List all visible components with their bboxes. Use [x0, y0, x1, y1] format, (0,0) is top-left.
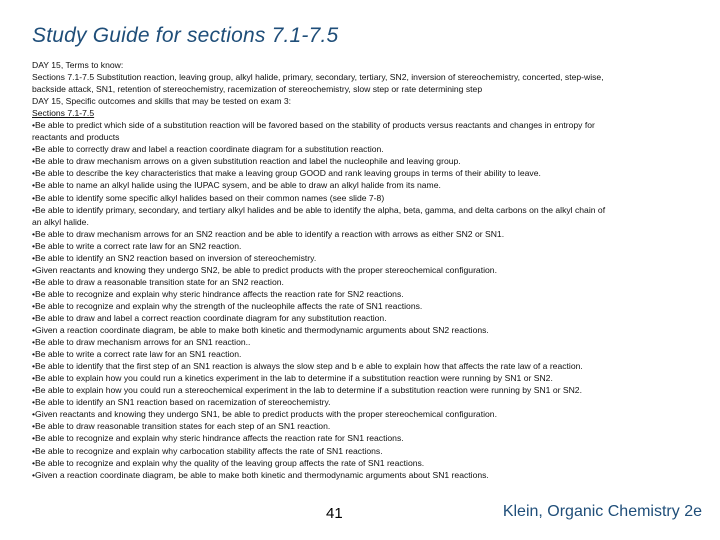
outcome-item: •Be able to draw a reasonable transition state for an SN2 reaction. [32, 276, 284, 287]
study-guide-body [32, 59, 704, 481]
outcome-item: •Be able to identify an SN2 reaction based on inversion of stereochemistry. [32, 252, 317, 263]
outcome-item: •Be able to draw reasonable transition states for each step of an SN1 reaction. [32, 421, 331, 432]
outcome-item: an alkyl halide. [32, 216, 89, 227]
outcome-item: •Be able to correctly draw and label a reaction coordinate diagram for a substitution reaction. [32, 144, 384, 155]
outcome-item: •Be able to recognize and explain why the quality of the leaving group affects the rate of SN1 reactions. [32, 457, 425, 468]
outcome-item: •Be able to write a correct rate law for an SN2 reaction. [32, 240, 242, 251]
outcome-item: •Be able to explain how you could run a kinetics experiment in the lab to determine if a substitution reaction were running by SN1 or SN2. [32, 373, 553, 384]
outcome-item: •Be able to draw mechanism arrows on a given substitution reaction and label the nucleophile and leaving group. [32, 156, 461, 167]
outcome-item: •Given reactants and knowing they undergo SN1, be able to predict products with the proper stereochemical configuration. [32, 409, 497, 420]
page-number: 41 [326, 505, 343, 522]
outcome-item: •Be able to draw mechanism arrows for an SN2 reaction and be able to identify a reaction with arrows as either SN2 or SN1. [32, 228, 505, 239]
outcome-item: •Be able to draw and label a correct reaction coordinate diagram for any substitution reaction. [32, 312, 387, 323]
outcome-item: •Be able to write a correct rate law for an SN1 reaction. [32, 349, 242, 360]
outcome-item: •Be able to identify an SN1 reaction based on racemization of stereochemistry. [32, 397, 331, 408]
outcome-item: •Be able to describe the key characteristics that make a leaving group GOOD and rank leaving groups in terms of their ability to leave. [32, 168, 541, 179]
terms-line: backside attack, SN1, retention of stereochemistry, racemization of stereochemistry, slow step or rate determining step [32, 84, 483, 95]
outcome-item: •Be able to recognize and explain why steric hindrance affects the reaction rate for SN1 reactions. [32, 433, 404, 444]
outcome-item: •Be able to identify that the first step of an SN1 reaction is always the slow step and b e able to explain how that affects the rate law of a reaction. [32, 361, 583, 372]
sections-label: Sections 7.1-7.5 [32, 108, 95, 119]
terms-line: Sections 7.1-7.5 Substitution reaction, leaving group, alkyl halide, primary, secondary, tertiary, SN2, inversion of stereochemistry, concerted, step-wise, [32, 72, 604, 83]
outcome-item: •Be able to draw mechanism arrows for an SN1 reaction.. [32, 337, 251, 348]
outcome-item: •Be able to recognize and explain why steric hindrance affects the reaction rate for SN2 reactions. [32, 288, 404, 299]
page-title: Study Guide for sections 7.1-7.5 [32, 24, 339, 47]
outcome-item: •Be able to recognize and explain why the strength of the nucleophile affects the rate of SN1 reactions. [32, 300, 423, 311]
outcome-item: •Given reactants and knowing they undergo SN2, be able to predict products with the proper stereochemical configuration. [32, 264, 497, 275]
outcome-item: •Given a reaction coordinate diagram, be able to make both kinetic and thermodynamic arguments about SN1 reactions. [32, 469, 489, 480]
outcome-item: reactants and products [32, 132, 120, 143]
section-heading-outcomes: DAY 15, Specific outcomes and skills that may be tested on exam 3: [32, 96, 292, 107]
section-heading-terms: DAY 15, Terms to know: [32, 60, 124, 70]
outcome-item: •Be able to identify primary, secondary, and tertiary alkyl halides and be able to identify the alpha, beta, gamma, and delta carbons on the alkyl chain of [32, 204, 606, 215]
outcome-item: •Be able to identify some specific alkyl halides based on their common names (see slide 7-8) [32, 192, 385, 203]
outcome-item: •Be able to predict which side of a substitution reaction will be favored based on the stability of products versus reactants and changes in entropy for [32, 120, 595, 131]
outcome-item: •Be able to recognize and explain why carbocation stability affects the rate of SN1 reactions. [32, 445, 383, 456]
textbook-credit: Klein, Organic Chemistry 2e [502, 503, 702, 520]
outcome-item: •Be able to name an alkyl halide using the IUPAC sysem, and be able to draw an alkyl halide from its name. [32, 180, 441, 191]
outcome-item: •Be able to explain how you could run a stereochemical experiment in the lab to determine if a substitution reaction were running by SN1 or SN2. [32, 385, 582, 396]
outcome-item: •Given a reaction coordinate diagram, be able to make both kinetic and thermodynamic arguments about SN2 reactions. [32, 325, 489, 336]
